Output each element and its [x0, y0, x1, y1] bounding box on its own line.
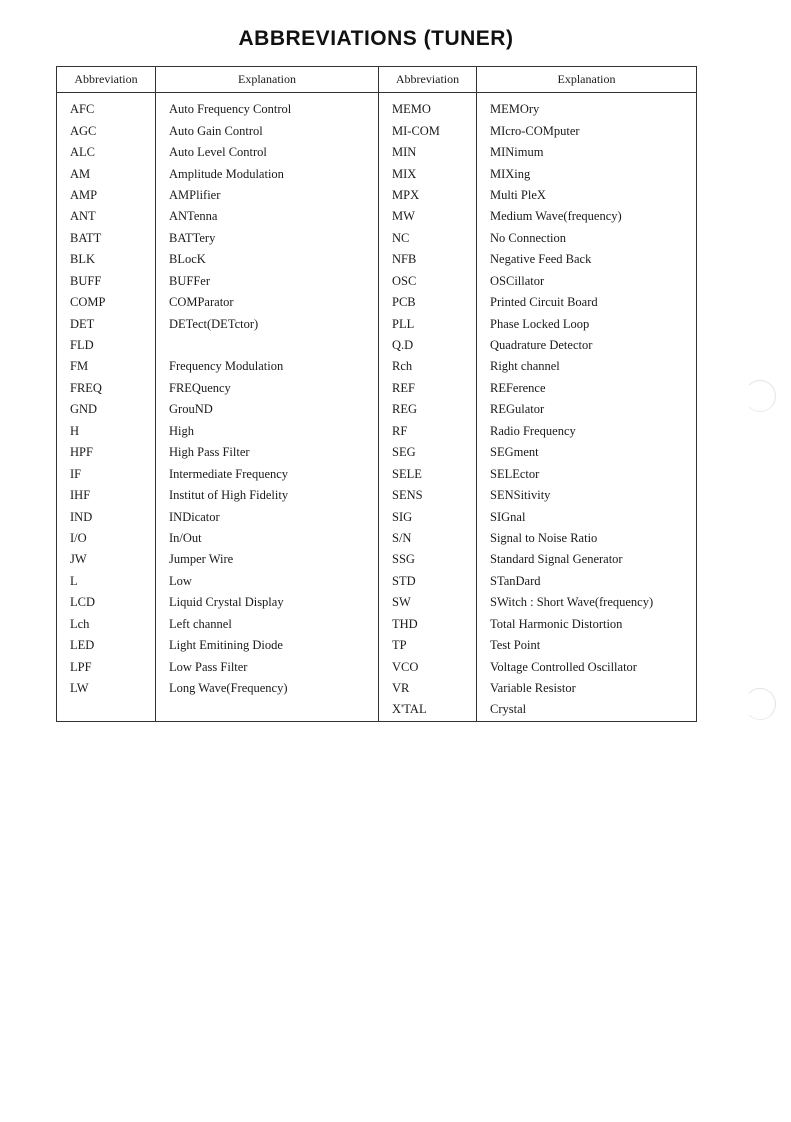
column-header-explanation: Explanation [477, 67, 697, 93]
explanation-cell [156, 699, 379, 721]
explanation-cell: Medium Wave(frequency) [477, 206, 697, 227]
explanation-cell: SWitch : Short Wave(frequency) [477, 592, 697, 613]
table-row [57, 442, 697, 463]
abbreviation-cell: SENS [379, 485, 477, 506]
explanation-cell: OSCillator [477, 271, 697, 292]
abbreviation-cell: TP [379, 635, 477, 656]
explanation-cell [156, 335, 379, 356]
abbreviation-cell: LCD [57, 592, 156, 613]
explanation-cell: INDicator [156, 506, 379, 527]
table-row [57, 678, 697, 699]
abbreviation-cell: COMP [57, 292, 156, 313]
explanation-cell: Auto Level Control [156, 142, 379, 163]
explanation-cell: Standard Signal Generator [477, 549, 697, 570]
explanation-cell: BUFFer [156, 271, 379, 292]
abbreviation-cell: IHF [57, 485, 156, 506]
explanation-cell: Left channel [156, 614, 379, 635]
abbreviation-cell: IF [57, 463, 156, 484]
abbreviation-cell: REG [379, 399, 477, 420]
abbreviation-cell: FREQ [57, 378, 156, 399]
abbreviation-cell: NFB [379, 249, 477, 270]
abbreviation-cell: LPF [57, 656, 156, 677]
explanation-cell: BLocK [156, 249, 379, 270]
table-row [57, 506, 697, 527]
explanation-cell: Radio Frequency [477, 421, 697, 442]
abbreviation-cell: FM [57, 356, 156, 377]
abbreviation-cell: BLK [57, 249, 156, 270]
explanation-cell: In/Out [156, 528, 379, 549]
abbreviation-cell: JW [57, 549, 156, 570]
explanation-cell: COMParator [156, 292, 379, 313]
column-header-abbreviation: Abbreviation [57, 67, 156, 93]
explanation-cell: MIcro-COMputer [477, 120, 697, 141]
abbreviations-table [56, 66, 697, 722]
abbreviation-cell: HPF [57, 442, 156, 463]
explanation-cell: Total Harmonic Distortion [477, 614, 697, 635]
explanation-cell: REFerence [477, 378, 697, 399]
explanation-cell: Phase Locked Loop [477, 313, 697, 334]
binder-hole-mark [744, 380, 776, 412]
abbreviation-cell: RF [379, 421, 477, 442]
table-row [57, 249, 697, 270]
explanation-cell: Auto Gain Control [156, 120, 379, 141]
explanation-cell: Institut of High Fidelity [156, 485, 379, 506]
explanation-cell: MIXing [477, 163, 697, 184]
abbreviation-cell: BUFF [57, 271, 156, 292]
explanation-cell: AMPlifier [156, 185, 379, 206]
explanation-cell: REGulator [477, 399, 697, 420]
abbreviation-cell: AM [57, 163, 156, 184]
table-row [57, 614, 697, 635]
explanation-cell: High [156, 421, 379, 442]
abbreviation-cell: PCB [379, 292, 477, 313]
explanation-cell: Intermediate Frequency [156, 463, 379, 484]
explanation-cell: Quadrature Detector [477, 335, 697, 356]
table-row [57, 635, 697, 656]
explanation-cell: Long Wave(Frequency) [156, 678, 379, 699]
explanation-cell: BATTery [156, 228, 379, 249]
table-row [57, 549, 697, 570]
explanation-cell: MINimum [477, 142, 697, 163]
explanation-cell: No Connection [477, 228, 697, 249]
abbreviation-cell: LED [57, 635, 156, 656]
table-row [57, 206, 697, 227]
abbreviation-cell: STD [379, 571, 477, 592]
column-header-abbreviation: Abbreviation [379, 67, 477, 93]
explanation-cell: Printed Circuit Board [477, 292, 697, 313]
abbreviation-cell: H [57, 421, 156, 442]
abbreviation-cell: L [57, 571, 156, 592]
explanation-cell: ANTenna [156, 206, 379, 227]
abbreviation-cell: MIN [379, 142, 477, 163]
abbreviation-cell: VR [379, 678, 477, 699]
abbreviation-cell: SSG [379, 549, 477, 570]
abbreviation-cell: Lch [57, 614, 156, 635]
explanation-cell: STanDard [477, 571, 697, 592]
explanation-cell: SELEctor [477, 463, 697, 484]
column-header-explanation: Explanation [156, 67, 379, 93]
abbreviation-cell [57, 699, 156, 721]
explanation-cell: Test Point [477, 635, 697, 656]
explanation-cell: GrouND [156, 399, 379, 420]
explanation-cell: MEMOry [477, 93, 697, 121]
page-title: ABBREVIATIONS (TUNER) [238, 27, 514, 50]
table-row [57, 142, 697, 163]
abbreviation-cell: IND [57, 506, 156, 527]
table-row [57, 93, 697, 121]
abbreviation-cell: LW [57, 678, 156, 699]
table-row [57, 656, 697, 677]
abbreviation-cell: THD [379, 614, 477, 635]
abbreviation-cell: SIG [379, 506, 477, 527]
abbreviation-cell: NC [379, 228, 477, 249]
explanation-cell: Voltage Controlled Oscillator [477, 656, 697, 677]
table-row [57, 163, 697, 184]
table-row [57, 120, 697, 141]
binder-hole-mark [744, 688, 776, 720]
abbreviation-cell: X'TAL [379, 699, 477, 721]
abbreviation-cell: FLD [57, 335, 156, 356]
table-row [57, 485, 697, 506]
abbreviation-cell: MEMO [379, 93, 477, 121]
abbreviation-cell: BATT [57, 228, 156, 249]
table-row [57, 399, 697, 420]
table-row [57, 378, 697, 399]
explanation-cell: High Pass Filter [156, 442, 379, 463]
abbreviation-cell: Q.D [379, 335, 477, 356]
explanation-cell: SEGment [477, 442, 697, 463]
explanation-cell: Multi PleX [477, 185, 697, 206]
abbreviation-cell: ALC [57, 142, 156, 163]
abbreviation-cell: GND [57, 399, 156, 420]
explanation-cell: FREQuency [156, 378, 379, 399]
explanation-cell: Light Emitining Diode [156, 635, 379, 656]
abbreviation-cell: MIX [379, 163, 477, 184]
table-row [57, 571, 697, 592]
explanation-cell: Low [156, 571, 379, 592]
abbreviation-cell: I/O [57, 528, 156, 549]
abbreviation-cell: VCO [379, 656, 477, 677]
explanation-cell: Jumper Wire [156, 549, 379, 570]
explanation-cell: Crystal [477, 699, 697, 721]
abbreviation-cell: SELE [379, 463, 477, 484]
table-row [57, 592, 697, 613]
explanation-cell: SIGnal [477, 506, 697, 527]
explanation-cell: Low Pass Filter [156, 656, 379, 677]
abbreviation-cell: DET [57, 313, 156, 334]
table-header-row [57, 67, 697, 93]
table-row [57, 292, 697, 313]
abbreviation-cell: MPX [379, 185, 477, 206]
abbreviation-cell: OSC [379, 271, 477, 292]
abbreviation-cell: REF [379, 378, 477, 399]
table-row [57, 185, 697, 206]
explanation-cell: SENSitivity [477, 485, 697, 506]
explanation-cell: DETect(DETctor) [156, 313, 379, 334]
table-row [57, 421, 697, 442]
table-row [57, 313, 697, 334]
abbreviation-cell: ANT [57, 206, 156, 227]
table-row [57, 228, 697, 249]
abbreviation-cell: PLL [379, 313, 477, 334]
abbreviation-cell: AGC [57, 120, 156, 141]
table-row [57, 699, 697, 721]
explanation-cell: Negative Feed Back [477, 249, 697, 270]
explanation-cell: Liquid Crystal Display [156, 592, 379, 613]
table-row [57, 356, 697, 377]
table-row [57, 335, 697, 356]
explanation-cell: Frequency Modulation [156, 356, 379, 377]
explanation-cell: Right channel [477, 356, 697, 377]
abbreviation-cell: SW [379, 592, 477, 613]
abbreviation-cell: Rch [379, 356, 477, 377]
abbreviation-cell: MI-COM [379, 120, 477, 141]
table-body [57, 93, 697, 722]
abbreviation-cell: SEG [379, 442, 477, 463]
table-row [57, 271, 697, 292]
explanation-cell: Auto Frequency Control [156, 93, 379, 121]
explanation-cell: Signal to Noise Ratio [477, 528, 697, 549]
abbreviation-cell: S/N [379, 528, 477, 549]
table-row [57, 463, 697, 484]
explanation-cell: Amplitude Modulation [156, 163, 379, 184]
abbreviation-cell: MW [379, 206, 477, 227]
explanation-cell: Variable Resistor [477, 678, 697, 699]
table-row [57, 528, 697, 549]
abbreviation-cell: AMP [57, 185, 156, 206]
abbreviation-cell: AFC [57, 93, 156, 121]
